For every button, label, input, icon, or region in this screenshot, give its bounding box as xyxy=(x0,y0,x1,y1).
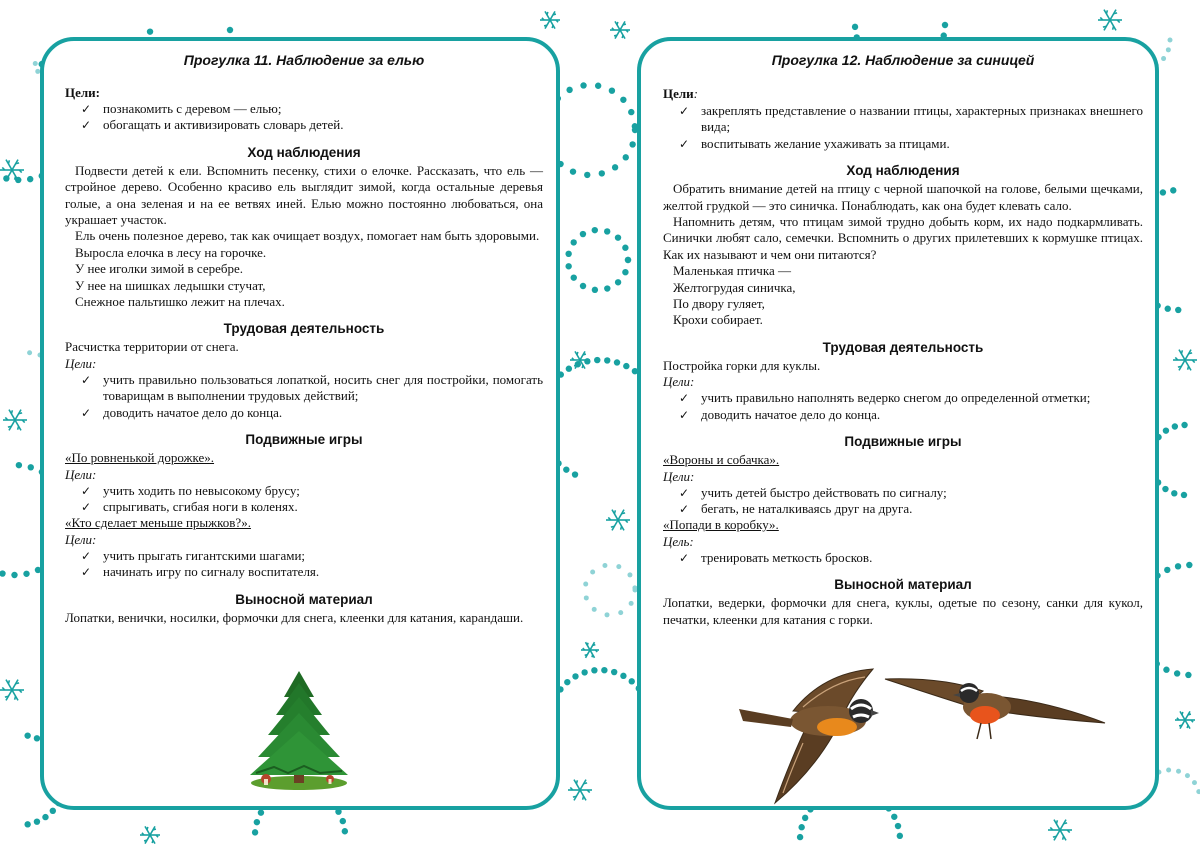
check-icon: ✓ xyxy=(81,548,92,563)
game-title: «Попади в коробку». xyxy=(663,517,779,533)
fir-tree-illustration xyxy=(244,667,354,792)
material-text: Лопатки, ведерки, формочки для снега, куклы, одетые по сезону, санки для кукол, печатки, клеенки для катания с горки. xyxy=(663,595,1143,627)
list-item: ✓ тренировать меткость бросков. xyxy=(679,549,873,565)
game-goals-list xyxy=(663,485,1143,518)
labor-task: Расчистка территории от снега. xyxy=(65,339,239,355)
game-goals-list xyxy=(663,550,1143,566)
list-item: ✓ воспитывать желание ухаживать за птицами. xyxy=(679,135,950,151)
list-item: ✓ познакомить с деревом — елью; xyxy=(81,101,282,116)
check-icon: ✓ xyxy=(679,501,690,516)
card-title: Прогулка 11. Наблюдение за елью xyxy=(183,52,425,68)
list-item: ✓ обогащать и активизировать словарь детей. xyxy=(81,117,344,133)
check-icon: ✓ xyxy=(81,499,92,514)
check-icon: ✓ xyxy=(679,407,690,422)
poem-line: Желтогрудая синичка, xyxy=(673,279,796,295)
check-icon: ✓ xyxy=(81,405,92,420)
labor-heading: Трудовая деятельность xyxy=(822,339,984,355)
poem-line: У нее иголки зимой в серебре. xyxy=(75,261,244,277)
labor-goals-list xyxy=(663,390,1143,423)
check-icon: ✓ xyxy=(81,372,92,387)
check-icon: ✓ xyxy=(81,118,92,133)
check-icon: ✓ xyxy=(679,104,690,118)
list-item: ✓ бегать, не наталкиваясь друг на друга. xyxy=(679,500,913,516)
game-goals-list xyxy=(65,483,543,516)
labor-goals-label: Цели: xyxy=(663,374,695,390)
list-item: ✓ доводить начатое дело до конца. xyxy=(81,404,283,420)
list-item: ✓ доводить начатое дело до конца. xyxy=(679,406,881,422)
observation-paragraph: Обратить внимание детей на птицу с черной шапочкой на голове, белыми щечками, желтой грудкой — это синичка. Понаблюдать, как она будет клевать сало. xyxy=(663,181,1143,213)
material-heading: Выносной материал xyxy=(235,591,373,607)
check-icon: ✓ xyxy=(679,391,690,406)
game-goals-label: Цели: xyxy=(65,466,97,482)
list-item: ✓ закреплять представление о названии птицы, характерных признаках внешнего вида; xyxy=(679,103,1143,135)
goals-colon: : xyxy=(693,86,699,101)
card-title: Прогулка 12. Наблюдение за синицей xyxy=(771,52,1035,68)
goals-label: Цели: xyxy=(65,85,100,100)
game-title: «Кто сделает меньше прыжков?». xyxy=(65,515,251,531)
poem-line: Маленькая птичка — xyxy=(673,263,791,279)
poem-line: У нее на шишках ледышки стучат, xyxy=(75,277,266,293)
walk-card-11 xyxy=(40,37,560,810)
game-goals-label: Цели: xyxy=(65,531,97,547)
check-icon: ✓ xyxy=(679,485,690,500)
labor-goals-label: Цели: xyxy=(65,355,97,371)
game-goals-list xyxy=(65,548,543,581)
list-item: ✓ учить правильно наполнять ведерко снегом до определенной отметки; xyxy=(679,390,1091,406)
list-item: ✓ начинать игру по сигналу воспитателя. xyxy=(81,564,320,580)
material-heading: Выносной материал xyxy=(834,577,972,593)
list-item: ✓ учить детей быстро действовать по сигналу; xyxy=(679,484,947,500)
observation-paragraph: Напомнить детям, что птицам зимой трудно добыть корм, их надо подкармливать. Синички любят сало, семечки. Вспомнить о других прилетевших к кормушке птицах. Как их называют и чем они питаются? xyxy=(663,214,1143,262)
list-item: ✓ учить правильно пользоваться лопаткой, носить снег для постройки, помогать товарищам в выполнении трудовых действий; xyxy=(81,371,543,404)
game-title: «По ровненькой дорожке». xyxy=(65,450,215,466)
check-icon: ✓ xyxy=(679,550,690,565)
list-item: ✓ учить ходить по невысокому брусу; xyxy=(81,482,300,498)
goals-label-row xyxy=(663,85,1143,103)
material-text: Лопатки, венички, носилки, формочки для снега, клеенки для катания, карандаши. xyxy=(65,609,524,625)
labor-task: Постройка горки для куклы. xyxy=(663,357,821,373)
poem-line: По двору гуляет, xyxy=(673,296,765,312)
walk-card-12 xyxy=(637,37,1159,810)
observation-paragraph: Ель очень полезное дерево, так как очищает воздух, помогает нам быть здоровыми. xyxy=(75,228,540,244)
goals-list xyxy=(663,103,1143,152)
observation-heading: Ход наблюдения xyxy=(247,144,361,160)
goals-list xyxy=(65,101,543,134)
observation-paragraph: Подвести детей к ели. Вспомнить песенку, стихи о елочке. Рассказать, что ель — стройное дерево. Особенно красиво ель выглядит зимой, когда остальные деревья голые, а она зеленая и на ее ветвях иней. Елью можно постоянно любоваться, она украшает участок. xyxy=(65,162,543,228)
poem-line: Выросла елочка в лесу на горочке. xyxy=(75,244,267,260)
list-item: ✓ спрыгивать, сгибая ноги в коленях. xyxy=(81,498,298,514)
check-icon: ✓ xyxy=(81,483,92,498)
labor-goals-list xyxy=(65,372,543,421)
check-icon: ✓ xyxy=(81,102,92,116)
poem-line: Снежное пальтишко лежит на плечах. xyxy=(75,294,285,310)
check-icon: ✓ xyxy=(81,565,92,580)
poem-line: Крохи собирает. xyxy=(673,312,763,328)
tit-birds-illustration xyxy=(733,663,1113,808)
check-icon: ✓ xyxy=(679,136,690,151)
labor-heading: Трудовая деятельность xyxy=(223,321,385,337)
observation-heading: Ход наблюдения xyxy=(846,163,960,179)
game-goals-label: Цель: xyxy=(663,533,694,549)
games-heading: Подвижные игры xyxy=(245,432,363,448)
games-heading: Подвижные игры xyxy=(844,434,962,450)
list-item: ✓ учить прыгать гигантскими шагами; xyxy=(81,547,306,563)
game-goals-label: Цели: xyxy=(663,468,695,484)
game-title: «Вороны и собачка». xyxy=(663,452,780,468)
goals-label: Цели xyxy=(663,86,694,101)
